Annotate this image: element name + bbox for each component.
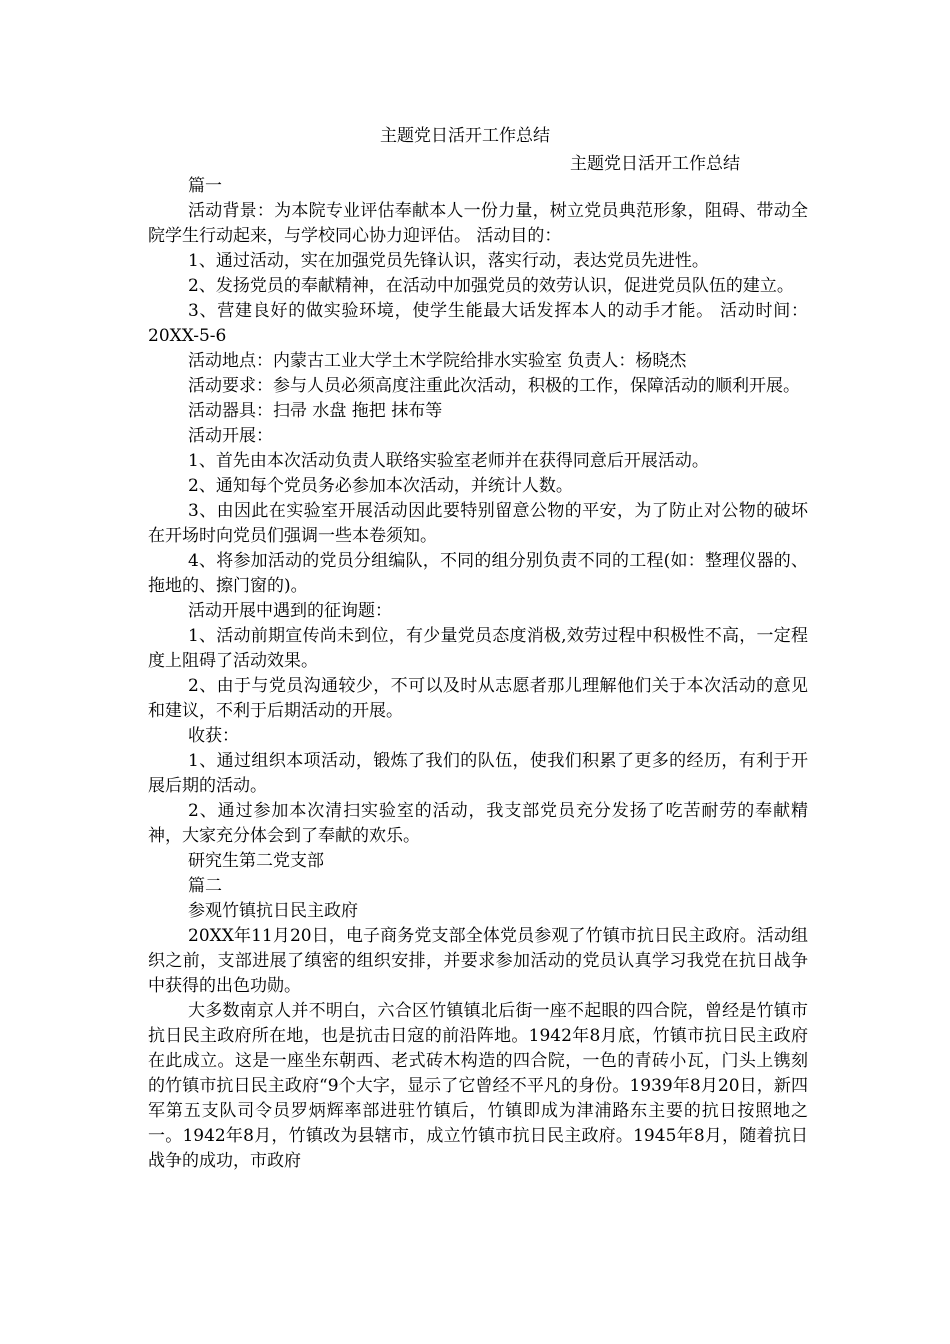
paragraph: 研究生第二党支部 <box>188 851 324 871</box>
document-body <box>148 174 808 1174</box>
paragraph: 活动器具：扫帚 水盘 拖把 抹布等 <box>188 401 443 421</box>
paragraph: 1、首先由本次活动负责人联络实验室老师并在获得同意后开展活动。 <box>188 451 709 471</box>
paragraph: 2、通过参加本次清扫实验室的活动，我支部党员充分发扬了吃苦耐劳的奉献精神，大家充分体会到了奉献的欢乐。 <box>148 801 808 846</box>
paragraph: 4、将参加活动的党员分组编队，不同的组分别负责不同的工程(如：整理仪器的、拖地的、擦门窗的)。 <box>148 551 808 596</box>
paragraph: 20XX年11月20日，电子商务党支部全体党员参观了竹镇市抗日民主政府。活动组织之前，支部进展了缜密的组织安排，并要求参加活动的党员认真学习我党在抗日战争中获得的出色功勋。 <box>148 926 808 996</box>
paragraph: 1、通过活动，实在加强党员先锋认识，落实行动，表达党员先进性。 <box>188 251 709 271</box>
paragraph: 3、营建良好的做实验环境，使学生能最大话发挥本人的动手才能。 活动时间：20XX-5-6 <box>148 301 808 346</box>
paragraph: 活动开展： <box>188 426 273 446</box>
paragraph: 3、由因此在实验室开展活动因此要特别留意公物的平安，为了防止对公物的破坏在开场时向党员们强调一些本卷须知。 <box>148 501 808 546</box>
paragraph: 1、活动前期宣传尚未到位，有少量党员态度消极,效劳过程中积极性不高，一定程度上阻碍了活动效果。 <box>148 626 808 671</box>
paragraph: 篇二 <box>188 876 222 896</box>
paragraph: 大多数南京人并不明白，六合区竹镇镇北后街一座不起眼的四合院，曾经是竹镇市抗日民主政府所在地，也是抗击日寇的前沿阵地。1942年8月底，竹镇市抗日民主政府在此成立。这是一座坐东朝西、老式砖木构造的四合院，一色的青砖小瓦，门头上镌刻的竹镇市抗日民主政府“9个大字，显示了它曾经不平凡的身份。1939年8月20日，新四军第五支队司令员罗炳辉率部进驻竹镇后，竹镇即成为津浦路东主要的抗日按照地之一。1942年8月，竹镇改为县辖市，成立竹镇市抗日民主政府。1945年8月，随着抗日战争的成功，市政府 <box>148 1001 808 1171</box>
paragraph: 篇一 <box>188 176 222 196</box>
document-title: 主题党日活开工作总结 <box>380 126 550 146</box>
paragraph: 活动背景：为本院专业评估奉献本人一份力量，树立党员典范形象，阻碍、带动全院学生行动起来，与学校同心协力迎评估。 活动目的： <box>148 201 808 246</box>
paragraph: 2、通知每个党员务必参加本次活动，并统计人数。 <box>188 476 573 496</box>
paragraph: 收获： <box>188 726 239 746</box>
paragraph: 1、通过组织本项活动，锻炼了我们的队伍，使我们积累了更多的经历，有利于开展后期的活动。 <box>148 751 808 796</box>
paragraph: 参观竹镇抗日民主政府 <box>188 901 358 921</box>
document-subtitle: 主题党日活开工作总结 <box>570 154 740 174</box>
paragraph: 2、由于与党员沟通较少，不可以及时从志愿者那儿理解他们关于本次活动的意见和建议，不利于后期活动的开展。 <box>148 676 808 721</box>
paragraph: 活动要求：参与人员必须高度注重此次活动，积极的工作，保障活动的顺利开展。 <box>188 376 800 396</box>
paragraph: 活动开展中遇到的征询题： <box>188 601 392 621</box>
paragraph: 2、发扬党员的奉献精神，在活动中加强党员的效劳认识，促进党员队伍的建立。 <box>188 276 794 296</box>
paragraph: 活动地点：内蒙古工业大学土木学院给排水实验室 负责人：杨晓杰 <box>188 351 687 371</box>
